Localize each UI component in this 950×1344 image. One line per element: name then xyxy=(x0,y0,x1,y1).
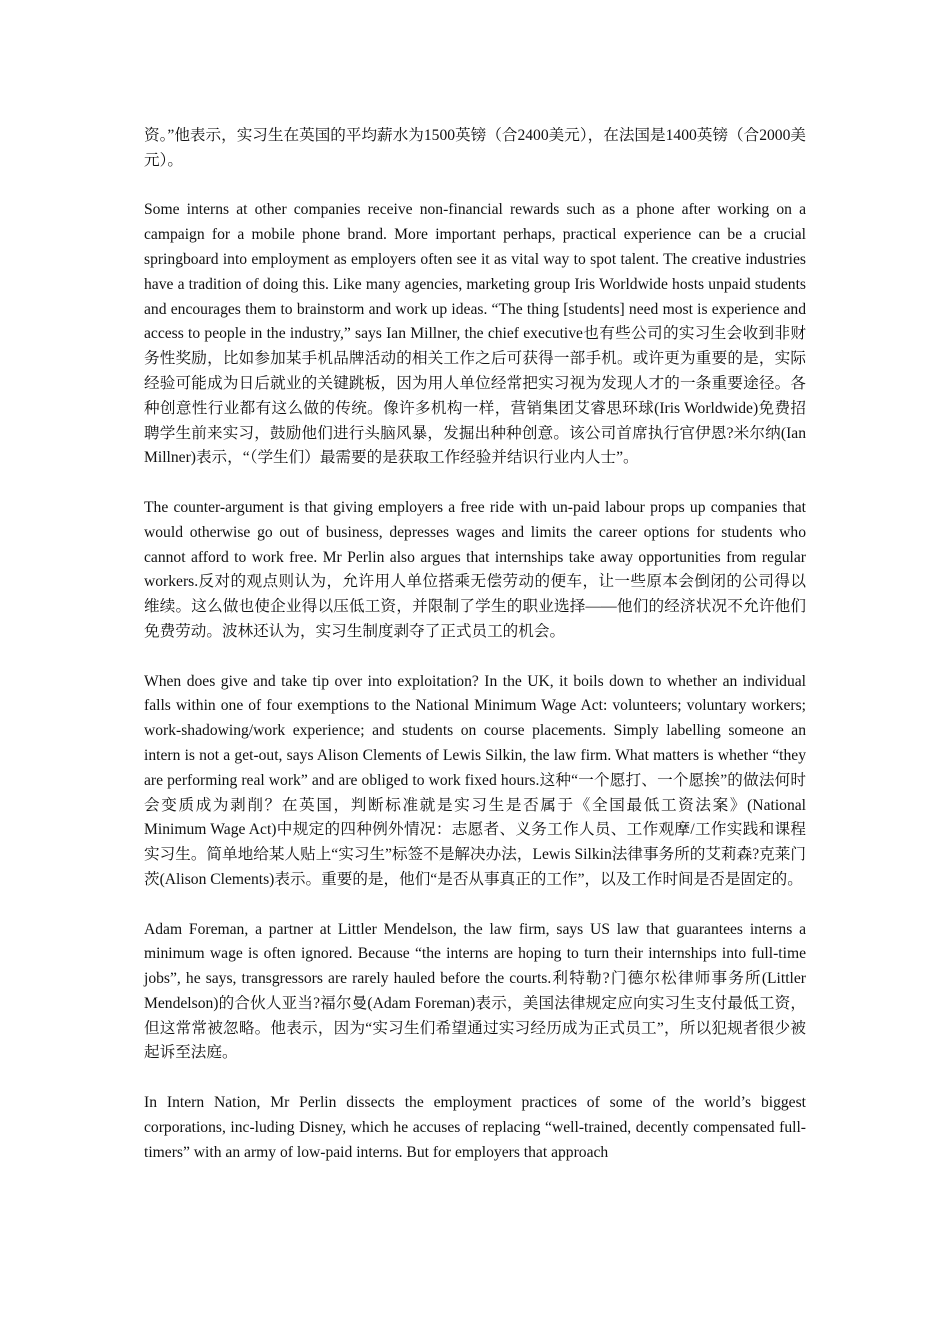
paragraph-3 xyxy=(144,496,806,645)
paragraph-1 xyxy=(144,124,806,174)
paragraph-4 xyxy=(144,670,806,893)
paragraph-3-zh: 反对的观点则认为，允许用人单位搭乘无偿劳动的便车，让一些原本会倒闭的公司得以维续。这么做也使企业得以压低工资，并限制了学生的职业选择——他们的经济状况不允许他们免费劳动。波林还认为，实习生制度剥夺了正式员工的机会。 xyxy=(144,573,806,640)
paragraph-3-en: The counter-argument is that giving employers a free ride with un-paid labour props up companies that would otherwise go out of business, depresses wages and limits the career options for students who cannot afford to work free. Mr Perlin also argues that internships take away opportunities from regular workers. xyxy=(144,498,806,591)
paragraph-5-zh: 利特勒?门德尔松律师事务所(Littler Mendelson)的合伙人亚当?福尔曼(Adam Foreman)表示，美国法律规定应向实习生支付最低工资，但这常常被忽略。他表示，因为“实习生们希望通过实习经历成为正式员工”，所以犯规者很少被起诉至法庭。 xyxy=(144,970,806,1062)
paragraph-4-zh: 这种“一个愿打、一个愿挨”的做法何时会变质成为剥削？在英国，判断标准就是实习生是否属于《全国最低工资法案》(National Minimum Wage Act)中规定的四种例外情况：志愿者、义务工作人员、工作观摩/工作实践和课程实习生。简单地给某人贴上“实习生”标签不是解决办法，Lewis Silkin法律事务所的艾莉森?克莱门茨(Alison Clements)表示。重要的是，他们“是否从事真正的工作”，以及工作时间是否是固定的。 xyxy=(144,771,806,888)
paragraph-6-en: In Intern Nation, Mr Perlin dissects the employment practices of some of the world’s biggest corporations, inc-luding Disney, which he accuses of replacing “well-trained, decently compensated full-timers” with an army of low-paid interns. But for employers that approach xyxy=(144,1094,806,1161)
paragraph-2 xyxy=(144,198,806,471)
paragraph-2-en: Some interns at other companies receive non-financial rewards such as a phone after working on a campaign for a mobile phone brand. More important perhaps, practical experience can be a crucial springboard into employment as employers often see it as vital way to spot talent. The creative industries have a tradition of doing this. Like many agencies, marketing group Iris Worldwide hosts unpaid students and encourages them to brainstorm and work up ideas. “The thing [students] need most is experience and access to people in the industry,” says Ian Millner, the chief executive xyxy=(144,201,806,343)
paragraph-5 xyxy=(144,918,806,1067)
paragraph-1-zh: 资。”他表示，实习生在英国的平均薪水为1500英镑（合2400美元），在法国是1400英镑（合2000美元）。 xyxy=(144,127,806,169)
document-body xyxy=(144,124,806,1190)
paragraph-2-zh: 也有些公司的实习生会收到非财务性奖励，比如参加某手机品牌活动的相关工作之后可获得一部手机。或许更为重要的是，实际经验可能成为日后就业的关键跳板，因为用人单位经常把实习视为发现人才的一条重要途径。各种创意性行业都有这么做的传统。像许多机构一样，营销集团艾睿思环球(Iris Worldwide)免费招聘学生前来实习，鼓励他们进行头脑风暴，发掘出种种创意。该公司首席执行官伊恩?米尔纳(Ian Millner)表示，“（学生们）最需要的是获取工作经验并结识行业内人士”。 xyxy=(144,325,806,467)
paragraph-4-en: When does give and take tip over into exploitation? In the UK, it boils down to whether an individual falls within one of four exemptions to the National Minimum Wage Act: volunteers; voluntary workers; work-shadowing/work experience; and students on course placements. Simply labelling someone an intern is not a get-out, says Alison Clements of Lewis Silkin, the law firm. What matters is whether “they are performing real work” and are obliged to work fixed hours. xyxy=(144,672,806,789)
paragraph-6 xyxy=(144,1091,806,1165)
paragraph-5-en: Adam Foreman, a partner at Littler Mendelson, the law firm, says US law that guarantees interns a minimum wage is often ignored. Because “the interns are hoping to turn their internships into full-time jobs”, he says, transgressors are rarely hauled before the courts. xyxy=(144,920,806,988)
